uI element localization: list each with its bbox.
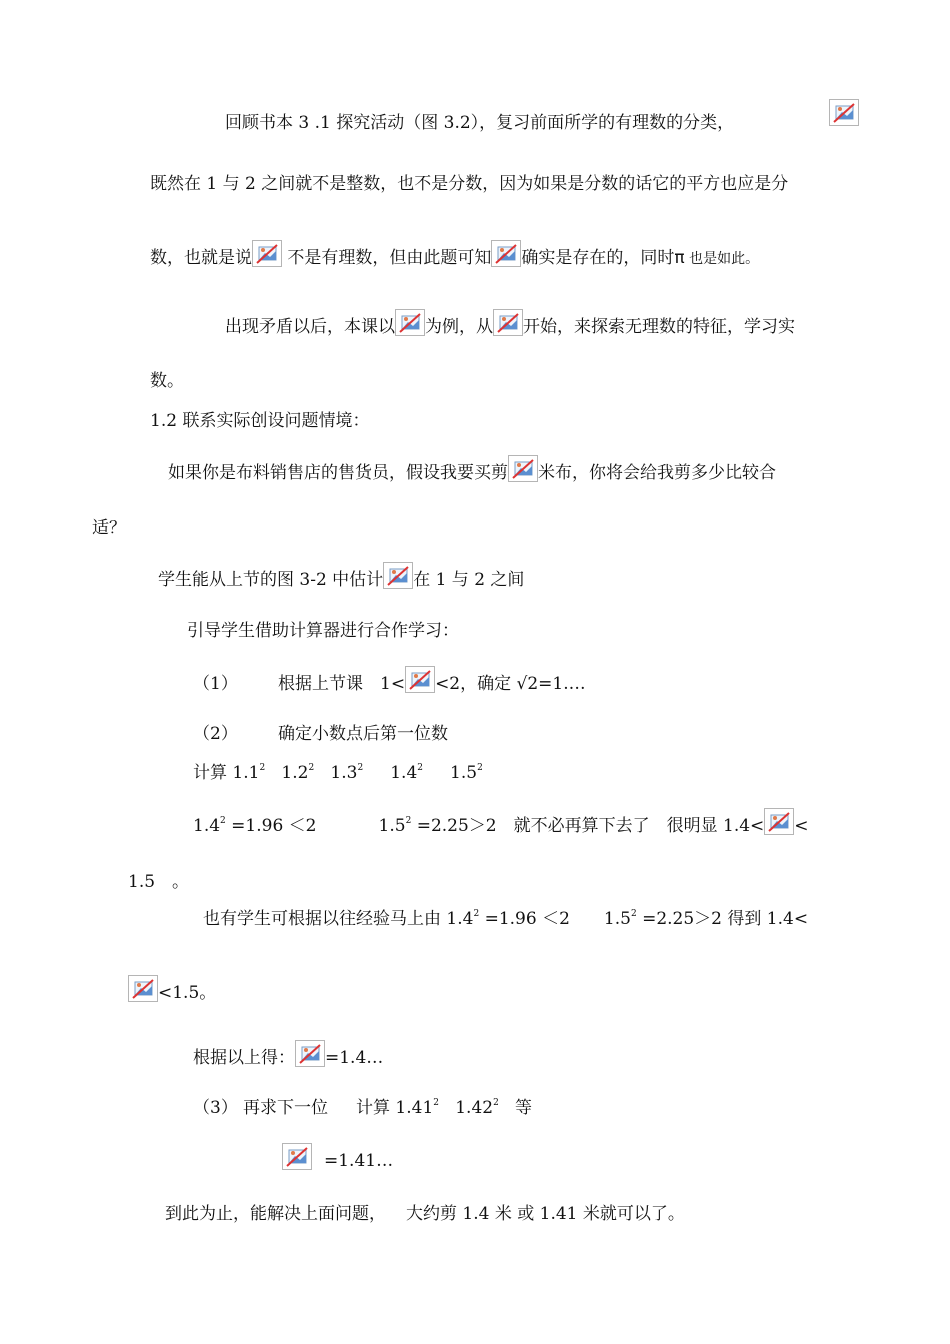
paragraph-line11: [128, 975, 216, 1004]
text: 确定小数点后第一位数: [278, 724, 448, 744]
step-1: [193, 666, 586, 695]
text: 确实是存在的，同时: [521, 248, 675, 268]
text: 1.42: [455, 1098, 494, 1118]
calc-line: [193, 762, 483, 784]
broken-image-icon: [405, 666, 435, 693]
text: 在 1 与 2 之间: [413, 570, 525, 590]
text: 也有学生可根据以往经验马上由 1.4: [203, 909, 474, 929]
exponent: 2: [477, 763, 483, 773]
term: [281, 763, 314, 783]
term: [450, 763, 483, 783]
text: <: [794, 816, 809, 836]
paragraph-review-line1: [225, 112, 734, 134]
text: 开始，来探索无理数的特征，学习实: [523, 317, 795, 337]
result-line-cont: [128, 871, 189, 893]
paragraph-line5: [150, 370, 184, 392]
text: 大约剪 1.4 米 或 1.41 米就可以了。: [406, 1204, 685, 1224]
exponent: 2: [220, 816, 226, 826]
text: <2，确定 √2=1.…: [435, 674, 586, 694]
broken-image-icon: [383, 562, 413, 589]
term: [232, 763, 265, 783]
broken-image-icon: [295, 1040, 325, 1067]
section-heading: [150, 410, 369, 432]
exponent: 2: [433, 1098, 439, 1108]
broken-image-icon: [395, 309, 425, 336]
step-number: （3）: [193, 1098, 238, 1118]
text: 为例，从: [425, 317, 493, 337]
exponent: 2: [405, 816, 412, 826]
term-base: 1.5: [450, 763, 478, 783]
paragraph-line7: [92, 517, 126, 539]
paragraph-line9: [187, 620, 459, 642]
exponent: 2: [493, 1098, 499, 1108]
exponent: 2: [473, 909, 480, 919]
text: <1.5。: [158, 983, 217, 1003]
text: 数。: [150, 371, 184, 391]
text: 1.4: [193, 816, 221, 836]
exponent: 2: [357, 763, 364, 773]
term-base: 1.4: [390, 763, 418, 783]
text: 出现矛盾以后，本课以: [225, 317, 395, 337]
text: 1.5 。: [128, 872, 190, 892]
text: =1.41…: [324, 1151, 394, 1171]
text: 回顾书本 3 .1 探究活动（图 3.2），复习前面所学的有理数的分类，: [225, 113, 735, 133]
text: 数，也就是说: [150, 248, 252, 268]
text: 1.5: [378, 816, 406, 836]
text: 既然在 1 与 2 之间就不是整数，也不是分数，因为如果是分数的话它的平方也应是分: [150, 174, 789, 194]
term-base: 1.2: [281, 763, 309, 783]
text: 计算 1.41: [356, 1098, 434, 1118]
text: 米布，你将会给我剪多少比较合: [538, 463, 776, 483]
paragraph-line8: [158, 562, 524, 591]
broken-image-icon: [491, 240, 521, 267]
paragraph-line12: [193, 1040, 383, 1069]
term-base: 1.1: [232, 763, 260, 783]
text: =1.96 ＜2: [225, 816, 317, 836]
step-number: （2）: [193, 724, 238, 744]
broken-image-icon: [493, 309, 523, 336]
paragraph-line2: [150, 173, 788, 195]
term: [390, 763, 423, 783]
text: =1.4…: [325, 1048, 384, 1068]
broken-image-icon: [764, 808, 794, 835]
exponent: 2: [308, 763, 315, 773]
paragraph-line10: [203, 908, 808, 930]
text: 引导学生借助计算器进行合作学习：: [187, 621, 459, 641]
step-number: （1）: [193, 674, 238, 694]
text: 也是如此。: [684, 251, 760, 267]
broken-image-icon: [252, 240, 282, 267]
heading-text: 1.2 联系实际创设问题情境：: [150, 411, 370, 431]
broken-image-icon: [128, 975, 158, 1002]
text: =1.96 ＜2 1.5: [479, 909, 631, 929]
text: 到此为止，能解决上面问题，: [165, 1204, 386, 1224]
text: 学生能从上节的图 3-2 中估计: [158, 570, 384, 590]
exponent: 2: [417, 763, 423, 773]
exponent: 2: [630, 909, 637, 919]
pi-symbol: π: [674, 248, 685, 268]
exponent: 2: [259, 763, 266, 773]
text: 再求下一位: [243, 1098, 328, 1118]
paragraph-line14: [165, 1203, 685, 1225]
broken-image-icon: [829, 99, 859, 126]
step-3: [193, 1097, 532, 1119]
text: 适？: [92, 518, 126, 538]
paragraph-line6: [168, 455, 776, 484]
text: 根据以上得：: [193, 1048, 295, 1068]
text: 根据上节课 1<: [278, 674, 406, 694]
term: [330, 763, 363, 783]
text: =2.25＞2 得到 1.4<: [636, 909, 809, 929]
paragraph-line3: [150, 240, 759, 270]
text: 不是有理数，但由此题可知: [282, 248, 492, 268]
broken-image-icon: [282, 1143, 312, 1170]
result-line: [193, 808, 809, 837]
broken-image-icon: [508, 455, 538, 482]
text: 如果你是布料销售店的售货员，假设我要买剪: [168, 463, 508, 483]
text: =2.25＞2 就不必再算下去了 很明显 1.4<: [411, 816, 765, 836]
text: 等: [515, 1098, 533, 1118]
paragraph-line13: [282, 1143, 393, 1172]
term-base: 1.3: [330, 763, 358, 783]
calc-label: 计算: [193, 763, 227, 783]
step-2: [193, 723, 448, 745]
paragraph-line4: [225, 309, 795, 338]
